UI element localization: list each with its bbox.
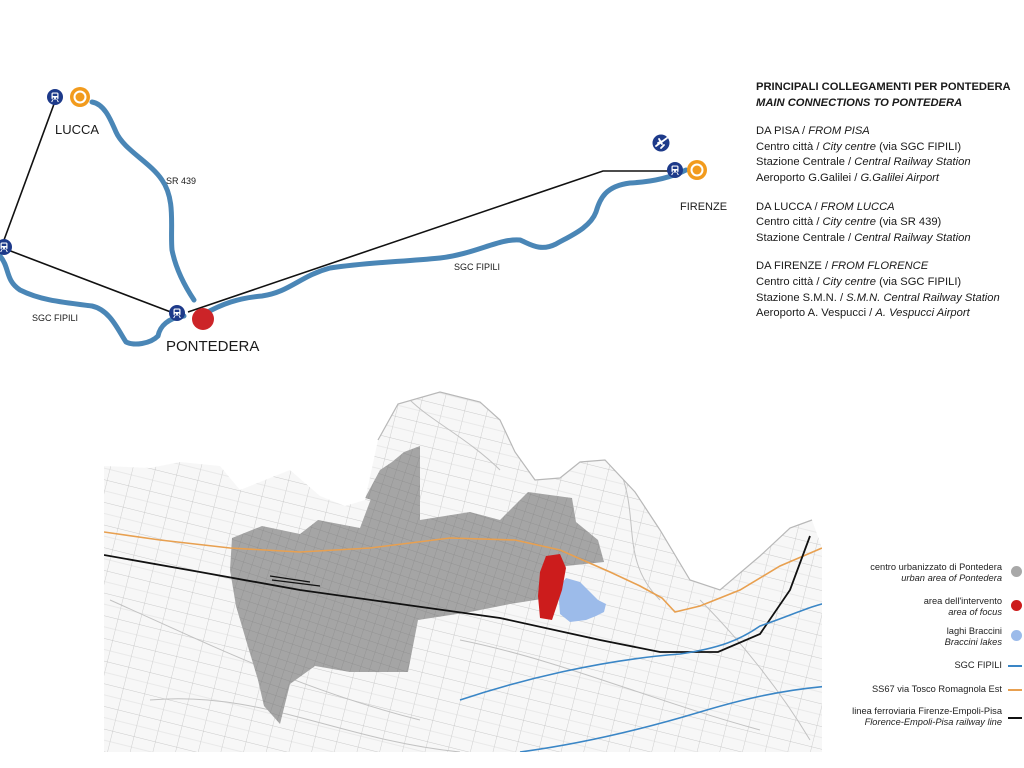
group-heading-en: FROM LUCCA (820, 200, 895, 213)
group-heading-en: FROM FLORENCE (831, 260, 929, 273)
group-heading: DA FIRENZE / (756, 260, 832, 273)
legend-label: centro urbanizzato di Pontedera (870, 562, 1002, 572)
group-heading: DA LUCCA / (756, 200, 821, 213)
city-label-lucca: LUCCA (55, 122, 100, 137)
route-line-it: Aeroporto G.Galilei / (756, 171, 861, 184)
route-line-it: Stazione Centrale / (756, 231, 855, 244)
road-label-sgc-fipili-west: SGC FIPILI (32, 313, 79, 323)
legend-label-en: area of focus (948, 607, 1002, 617)
route-line-suffix: (via SR 439) (876, 216, 942, 229)
legend-swatch (1011, 630, 1022, 641)
route-line-it: Stazione S.M.N. / (756, 291, 847, 304)
route-line-en: A. Vespucci Airport (875, 307, 970, 320)
road-label-sr439: SR 439 (166, 176, 197, 186)
route-line-it: Aeroporto A. Vespucci / (756, 307, 876, 320)
city-label-firenze: FIRENZE (680, 201, 728, 213)
route-line-en: City centre (822, 140, 876, 153)
legend-label-en: Florence-Empoli-Pisa railway line (864, 717, 1002, 727)
group-heading-en: FROM PISA (808, 125, 870, 138)
route-line-en: City centre (822, 275, 876, 288)
route-line-suffix: (via SGC FIPILI) (876, 140, 962, 153)
group-pisa (756, 124, 1024, 186)
legend-label: SS67 via Tosco Romagnola Est (871, 684, 1002, 694)
legend-swatch (1008, 689, 1022, 691)
city-label-pontedera: PONTEDERA (166, 338, 260, 355)
legend-label: laghi Braccini (946, 626, 1002, 636)
route-line-en: G.Galilei Airport (860, 171, 940, 184)
legend-swatch (1008, 717, 1022, 719)
panel-title: PRINCIPALI COLLEGAMENTI PER PONTEDERA (756, 81, 1011, 93)
panel-title-en: MAIN CONNECTIONS TO PONTEDERA (756, 96, 963, 109)
route-line-it: Centro città / (756, 140, 823, 153)
route-line-en: City centre (822, 216, 876, 229)
legend-label: SGC FIPILI (954, 660, 1002, 670)
connections-panel (756, 80, 1024, 322)
legend-label-en: Braccini lakes (944, 637, 1002, 647)
route-line-it: Centro città / (756, 216, 823, 229)
legend-swatch (1008, 665, 1022, 667)
legend-item-braccini-lakes (820, 626, 1024, 660)
legend-item-urban-area (820, 562, 1024, 596)
legend-item-railway (820, 706, 1024, 740)
group-lucca (756, 200, 1024, 247)
legend-item-area-of-focus (820, 596, 1024, 630)
legend-label: linea ferroviaria Firenze-Empoli-Pisa (852, 706, 1002, 716)
route-line-en: Central Railway Station (854, 231, 971, 244)
road-label-sgc-fipili-east: SGC FIPILI (454, 262, 501, 272)
route-line-en: Central Railway Station (854, 156, 971, 169)
route-line-it: Stazione Centrale / (756, 156, 855, 169)
legend-label: area dell'intervento (923, 596, 1002, 606)
legend-swatch (1011, 566, 1022, 577)
legend-label-en: urban area of Pontedera (901, 573, 1002, 583)
route-line-en: S.M.N. Central Railway Station (846, 291, 1000, 304)
route-line-suffix: (via SGC FIPILI) (876, 275, 962, 288)
route-line-it: Centro città / (756, 275, 823, 288)
group-heading: DA PISA / (756, 125, 809, 138)
group-firenze (756, 259, 1024, 321)
legend-swatch (1011, 600, 1022, 611)
